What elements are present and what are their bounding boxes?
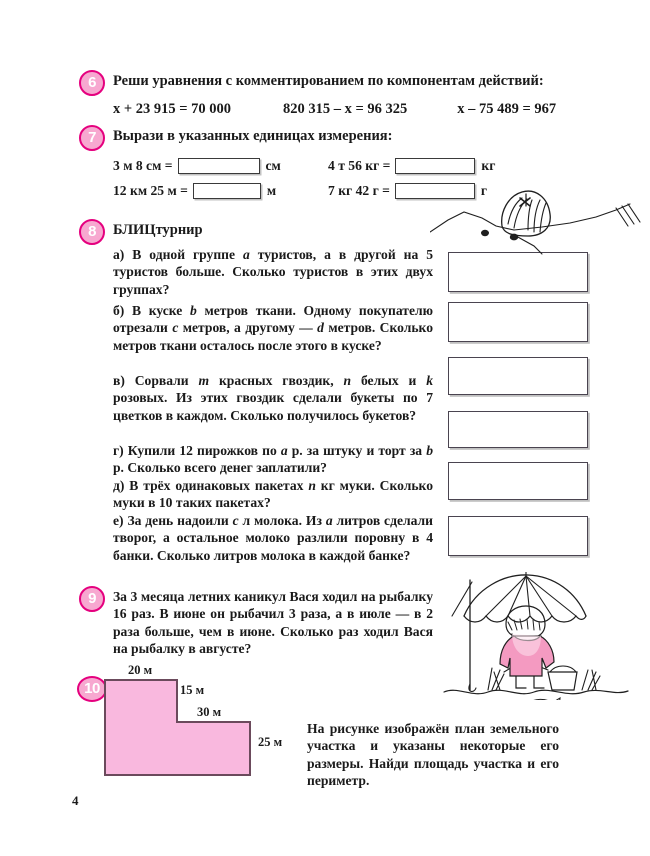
equation-2: 820 315 – x = 96 325 <box>283 101 408 117</box>
blitz-item-a: а) В одной группе a туристов, а в другой на 5 туристов больше. Сколько туристов в этих двух группах? <box>113 247 434 297</box>
conversion-unit-4: г <box>480 183 488 198</box>
task-10-text: На рисунке изображён план земельного участка и указаны некоторые его размеры. Найди площадь участка и его периметр. <box>307 721 559 789</box>
plot-dim-top: 20 м <box>128 663 153 677</box>
task-marker-7: 7 <box>79 125 105 151</box>
conversion-unit-1: см <box>265 158 281 173</box>
blitz-item-d: д) В трёх одинаковых пакетах n кг муки. Сколько муки в 10 таких пакетах? <box>113 478 433 511</box>
task-6-equations <box>113 101 556 118</box>
fish-on-line-sketch <box>430 190 650 260</box>
blitz-answer-g[interactable] <box>448 411 588 448</box>
conversion-label-3: 12 км 25 м = <box>113 183 188 198</box>
conversion-row-1 <box>113 158 281 174</box>
task-marker-8: 8 <box>79 219 105 245</box>
conversion-input-1[interactable] <box>178 158 260 174</box>
blitz-answer-e[interactable] <box>448 516 588 556</box>
conversion-row-2 <box>328 158 495 174</box>
conversion-unit-2: кг <box>481 158 496 173</box>
blitz-answer-b[interactable] <box>448 302 588 342</box>
equation-3: x – 75 489 = 967 <box>457 101 557 117</box>
blitz-item-b: б) В куске b метров ткани. Одному покупателю отрезали c метров, а другому — d метров. Сколько метров ткани осталось после этого в куске? <box>113 303 434 353</box>
conversion-label-4: 7 кг 42 г = <box>328 183 390 198</box>
blitz-item-v: в) Сорвали m красных гвоздик, n белых и k розовых. Из этих гвоздик сделали букеты по 7 цветков в каждом. Сколько получилось букетов? <box>113 373 433 423</box>
equation-1: x + 23 915 = 70 000 <box>113 101 232 117</box>
task-6-title: Реши уравнения с комментированием по компонентам действий: <box>113 73 544 89</box>
conversion-row-3 <box>113 183 276 199</box>
task-7-title: Вырази в указанных единицах измерения: <box>113 128 393 144</box>
boy-under-umbrella-fishing-sketch <box>442 572 650 700</box>
conversion-label-2: 4 т 56 кг = <box>328 158 391 173</box>
page-number: 4 <box>72 793 79 808</box>
task-8-title: БЛИЦтурнир <box>113 222 203 238</box>
task-9-text: За 3 месяца летних каникул Вася ходил на рыбалку 16 раз. В июне он рыбачил 3 раза, а в июле — в 2 раза больше, чем в июне. Сколько раз ходил Вася на рыбалку в августе? <box>113 589 433 657</box>
conversion-unit-3: м <box>266 183 277 198</box>
task-marker-6: 6 <box>79 70 105 96</box>
plot-dim-step: 15 м <box>180 683 205 697</box>
conversion-input-3[interactable] <box>193 183 261 199</box>
blitz-item-g: г) Купили 12 пирожков по a р. за штуку и торт за b р. Сколько всего денег заплатили? <box>113 443 433 476</box>
blitz-answer-v[interactable] <box>448 357 588 395</box>
plot-dim-middle: 30 м <box>197 705 222 719</box>
task-marker-9: 9 <box>79 586 105 612</box>
plot-shape <box>105 680 250 775</box>
conversion-input-2[interactable] <box>395 158 475 174</box>
blitz-item-e: е) За день надоили c л молока. Из a литров сделали творог, а остальное молоко разлили поровну в 4 банки. Сколько литров молока в каждой банке? <box>113 513 433 563</box>
conversion-label-1: 3 м 8 см = <box>113 158 173 173</box>
plot-dim-right: 25 м <box>258 735 283 749</box>
task-marker-10: 10 <box>77 676 107 702</box>
blitz-answer-d[interactable] <box>448 462 588 500</box>
